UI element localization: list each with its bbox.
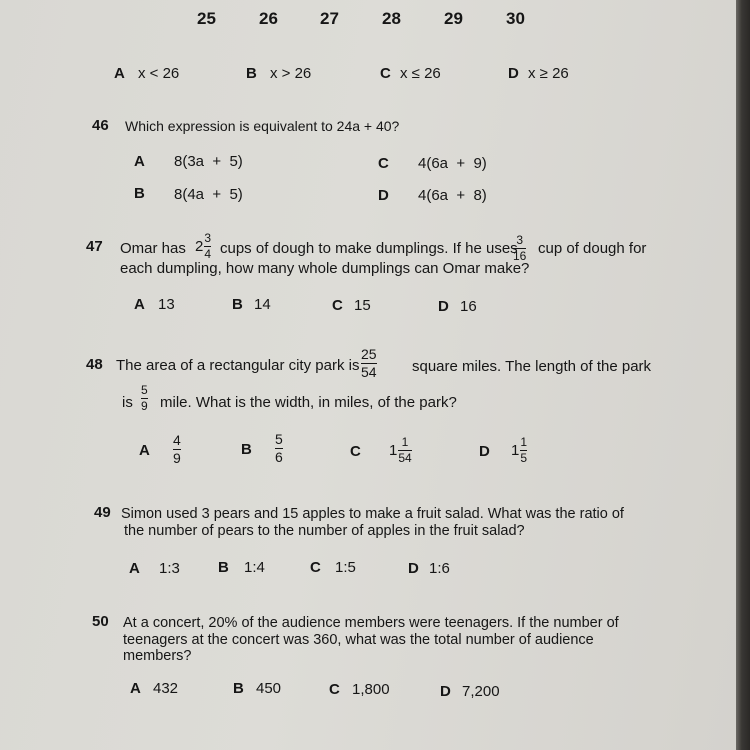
option-letter: A <box>134 153 145 170</box>
fraction <box>398 436 411 465</box>
question-text: is <box>122 394 133 411</box>
question-number: 46 <box>92 117 109 134</box>
option-letter: A <box>134 296 145 313</box>
question-number: 49 <box>94 504 111 521</box>
option-text[interactable]: 15 <box>354 297 371 314</box>
denominator: 54 <box>398 451 412 465</box>
question-text: cups of dough to make dumplings. If he uses <box>220 240 518 257</box>
question-text: The area of a rectangular city park is <box>116 357 360 374</box>
denominator: 9 <box>141 399 148 413</box>
numerator: 3 <box>204 231 212 245</box>
option-text[interactable]: x ≤ 26 <box>400 65 441 82</box>
option-text[interactable]: 13 <box>158 296 175 313</box>
option-text[interactable]: 1:4 <box>244 559 265 576</box>
option-letter: C <box>378 155 389 172</box>
numerator: 5 <box>275 431 283 447</box>
option-text[interactable]: x < 26 <box>138 65 180 82</box>
option-letter: C <box>310 559 321 576</box>
tick-label: 29 <box>444 9 463 28</box>
question-text: each dumpling, how many whole dumplings can Omar make? <box>120 260 530 277</box>
fraction <box>513 234 526 263</box>
option-letter: D <box>508 65 519 82</box>
tick-label: 28 <box>382 9 401 28</box>
option-letter: A <box>130 680 141 697</box>
mixed-number <box>195 232 211 261</box>
option-letter: B <box>241 441 252 458</box>
mixed-whole: 1 <box>389 442 398 459</box>
denominator: 4 <box>204 247 212 261</box>
option-letter: A <box>139 442 150 459</box>
numerator: 4 <box>173 432 181 448</box>
denominator: 54 <box>361 364 377 380</box>
numerator: 5 <box>141 383 148 397</box>
numerator: 25 <box>361 346 377 362</box>
tick-label: 30 <box>506 9 525 28</box>
option-text[interactable]: x ≥ 26 <box>528 65 569 82</box>
question-number: 50 <box>92 613 109 630</box>
option-text[interactable]: 1,800 <box>352 681 390 698</box>
option-letter: C <box>350 443 361 460</box>
option-text[interactable]: 7,200 <box>462 683 500 700</box>
option-text[interactable]: 1:3 <box>159 560 180 577</box>
option-letter: D <box>438 298 449 315</box>
mixed-whole: 1 <box>511 442 520 459</box>
option-mixed-number[interactable] <box>511 436 527 465</box>
option-letter: C <box>380 65 391 82</box>
question-text: mile. What is the width, in miles, of the park? <box>160 394 457 411</box>
fraction <box>141 384 148 413</box>
fraction <box>520 436 527 465</box>
question-text: the number of pears to the number of apples in the fruit salad? <box>124 523 525 539</box>
numerator: 1 <box>520 435 528 449</box>
question-text: Simon used 3 pears and 15 apples to make a fruit salad. What was the ratio of <box>121 506 624 522</box>
question-text: teenagers at the concert was 360, what was the total number of audience <box>123 632 594 648</box>
option-fraction[interactable] <box>173 433 181 466</box>
option-letter: B <box>232 296 243 313</box>
denominator: 9 <box>173 450 181 466</box>
question-text: cup of dough for <box>538 240 647 257</box>
option-letter: B <box>218 559 229 576</box>
option-text[interactable]: 450 <box>256 680 282 697</box>
option-text[interactable]: x > 26 <box>270 65 312 82</box>
fraction <box>204 232 211 261</box>
question-text: members? <box>123 648 192 664</box>
question-number: 47 <box>86 238 103 255</box>
denominator: 6 <box>275 449 283 465</box>
page-edge-shadow <box>736 0 750 750</box>
option-text[interactable]: 8(4a + 5) <box>174 186 243 203</box>
option-letter: D <box>479 443 490 460</box>
option-text[interactable]: 1:5 <box>335 559 356 576</box>
option-text[interactable]: 14 <box>254 296 271 313</box>
denominator: 5 <box>520 451 528 465</box>
option-letter: C <box>329 681 340 698</box>
option-letter: B <box>246 65 257 82</box>
option-letter: D <box>378 187 389 204</box>
numerator: 1 <box>401 435 409 449</box>
question-text: Which expression is equivalent to 24a + 40? <box>125 118 400 134</box>
question-number: 48 <box>86 356 103 373</box>
question-text: Omar has <box>120 240 186 257</box>
fraction <box>361 347 377 380</box>
option-letter: D <box>408 560 419 577</box>
tick-label: 25 <box>197 9 216 28</box>
numerator: 3 <box>516 233 524 247</box>
mixed-whole: 2 <box>195 238 204 255</box>
denominator: 16 <box>513 249 527 263</box>
tick-label: 27 <box>320 9 339 28</box>
option-letter: A <box>129 560 140 577</box>
option-letter: B <box>233 680 244 697</box>
option-mixed-number[interactable] <box>389 436 412 465</box>
option-text[interactable]: 1:6 <box>429 560 450 577</box>
tick-label: 26 <box>259 9 278 28</box>
question-text: At a concert, 20% of the audience members were teenagers. If the number of <box>123 615 619 631</box>
option-letter: C <box>332 297 343 314</box>
option-text[interactable]: 8(3a + 5) <box>174 153 243 170</box>
option-text[interactable]: 432 <box>153 680 179 697</box>
option-fraction[interactable] <box>275 432 283 465</box>
option-letter: B <box>134 185 145 202</box>
option-letter: D <box>440 683 451 700</box>
option-text[interactable]: 4(6a + 9) <box>418 155 487 172</box>
question-text: square miles. The length of the park <box>412 358 652 375</box>
option-text[interactable]: 16 <box>460 298 477 315</box>
option-letter: A <box>114 65 125 82</box>
option-text[interactable]: 4(6a + 8) <box>418 187 487 204</box>
